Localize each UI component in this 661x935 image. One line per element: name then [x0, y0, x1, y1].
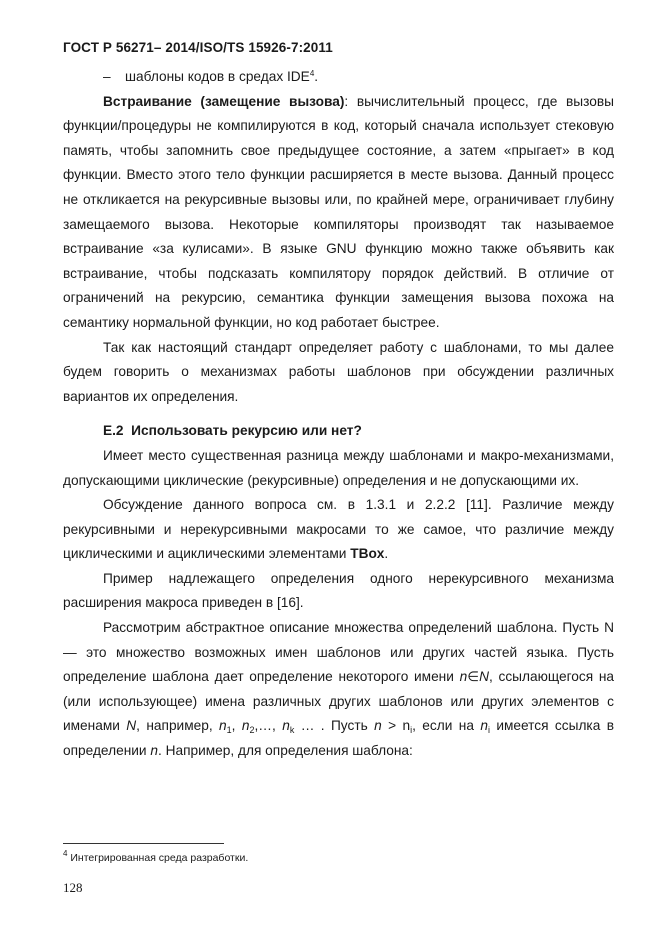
math-sub-2: 2	[249, 725, 255, 736]
bullet-dash: –	[103, 69, 111, 84]
page-number: 128	[63, 880, 83, 895]
math-n3: n	[374, 718, 382, 734]
abstract-text-6: , если на	[412, 718, 481, 734]
math-element-of: ∈	[467, 669, 480, 685]
math-nk: n	[282, 718, 290, 734]
math-set-n: N	[479, 669, 490, 685]
math-set-n-2: N	[126, 718, 137, 734]
bullet-list-item	[63, 65, 614, 90]
paragraph-inlining	[63, 90, 614, 336]
comma-2: ,…,	[254, 718, 283, 734]
abstract-text-1: Рассмотрим абстрактное описание множества определений шаблона. Пусть N — это множество возможных имен шаблонов или других частей языка. Пусть определение шаблона дает определение некоторого имени	[63, 620, 614, 685]
paragraph-difference: Имеет место существенная разница между шаблонами и макро-механизмами, допускающими циклические (рекурсивные) определения и не допускающими их.	[63, 447, 614, 488]
math-sub-k: k	[289, 725, 295, 736]
paragraph-templates: Так как настоящий стандарт определяет работу с шаблонами, то мы далее будем говорить о механизмах работы шаблонов при обсуждении различных вариантов их определения.	[63, 339, 614, 404]
paragraph-abstract	[63, 616, 614, 764]
footnote	[63, 849, 249, 864]
math-sub-i: i	[410, 725, 413, 736]
math-n5: n	[150, 743, 158, 759]
math-sub-1: 1	[226, 725, 232, 736]
footnote-text: Интегрированная среда разработки.	[67, 852, 249, 864]
paragraph-discussion	[63, 493, 614, 567]
footnote-divider	[63, 843, 224, 844]
math-n2: n	[241, 718, 250, 734]
math-n1: n	[219, 718, 227, 734]
discussion-text: Обсуждение данного вопроса см. в 1.3.1 и 2.2.2 [11]. Различие между рекурсивными и нерекурсивными макросами то же самое, что различие между циклическими и ациклическими элементами	[63, 497, 614, 562]
bullet-text: шаблоны кодов в средах IDE	[125, 69, 310, 84]
discussion-end: .	[384, 546, 389, 562]
section-number: Е.2	[103, 423, 124, 439]
math-n: n	[459, 669, 468, 685]
term-inlining: Встраивание (замещение вызова)	[103, 93, 345, 109]
section-title: Использовать рекурсию или нет?	[131, 423, 362, 439]
footnote-reference[interactable]: 4	[309, 69, 315, 78]
page-body	[63, 65, 614, 764]
abstract-text-3: , например,	[136, 718, 220, 734]
inlining-definition: : вычислительный процесс, где вызовы функции/процедуры не компилируются в код, который сначала использует стековую память, чтобы запомнить свое предыдущее состояние, а затем «прыгает» в код функции. Вместо этого тело функции расширяется в месте вызова. Данный процесс не откликается на рекурсивные вызовы или, по крайней мере, ограничивает глубину замещаемого вызова. Некоторые компиляторы производят так называемое встраивание «за кулисами». В языке GNU функцию можно также объявить как встраивание, чтобы подсказать компилятору порядок действий. В отличие от ограничений на рекурсию, семантика функции замещения вызова похожа на семантику нормальной функции, но код работает быстрее.	[63, 93, 614, 330]
bullet-end: .	[314, 69, 319, 84]
abstract-text-2: , ссылающегося на (или использующее) имена различных других шаблонов или других элементов с именами	[63, 669, 614, 734]
footnote-mark: 4	[63, 849, 68, 858]
section-heading	[63, 419, 614, 444]
document-header: ГОСТ Р 56271– 2014/ISO/TS 15926-7:2011	[63, 40, 333, 55]
abstract-text-8: . Например, для определения шаблона:	[157, 743, 413, 759]
math-n4: n	[480, 718, 488, 734]
math-sub-i-2: i	[487, 725, 490, 736]
abstract-text-7: имеется ссылка в определении	[63, 718, 614, 759]
abstract-text-5: > n	[381, 718, 411, 734]
paragraph-example: Пример надлежащего определения одного нерекурсивного механизма расширения макроса приведен в [16].	[63, 570, 614, 611]
term-tbox: TBox	[350, 546, 385, 562]
abstract-text-4: … . Пусть	[294, 718, 375, 734]
comma-1: ,	[231, 718, 242, 734]
